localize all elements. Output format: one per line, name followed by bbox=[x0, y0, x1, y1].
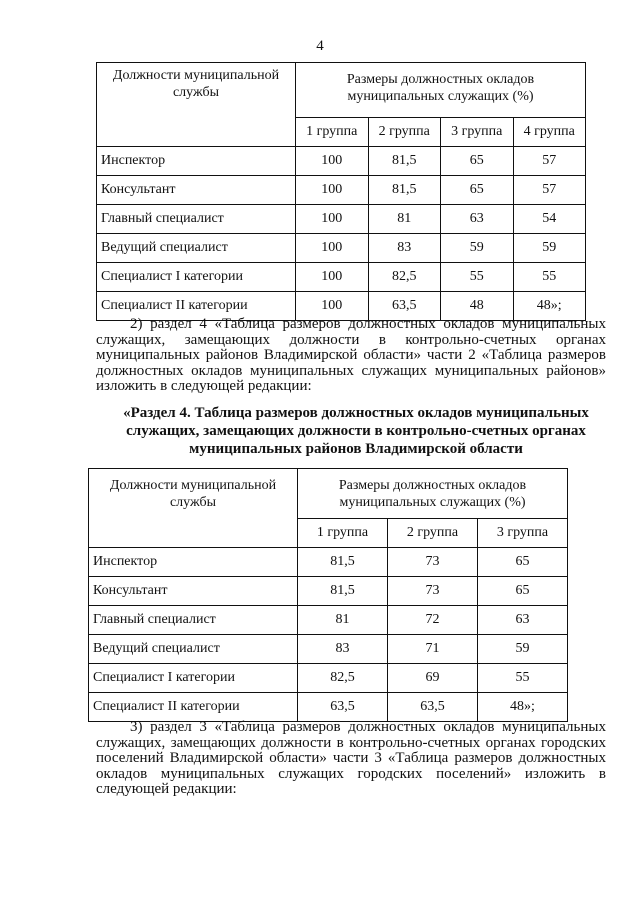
salary-value: 100 bbox=[296, 147, 369, 176]
position-name: Специалист II категории bbox=[89, 693, 298, 722]
salary-value: 73 bbox=[387, 548, 477, 577]
table-row bbox=[89, 664, 568, 693]
salary-value: 63 bbox=[477, 606, 567, 635]
salary-table-districts-existing bbox=[96, 62, 586, 321]
salary-value: 48 bbox=[441, 292, 514, 321]
table-row bbox=[97, 205, 586, 234]
table-row bbox=[89, 693, 568, 722]
position-name: Инспектор bbox=[89, 548, 298, 577]
position-column-header: Должности муниципальной службы bbox=[97, 63, 296, 147]
page-number: 4 bbox=[316, 38, 324, 54]
salary-value: 81 bbox=[298, 606, 388, 635]
salary-value: 57 bbox=[513, 147, 586, 176]
table-row bbox=[89, 548, 568, 577]
salary-value: 57 bbox=[513, 176, 586, 205]
table-row bbox=[89, 606, 568, 635]
salary-group-header: Размеры должностных окладов муниципальных служащих (%) bbox=[296, 63, 586, 118]
amendment-paragraph-2: 2) раздел 4 «Таблица размеров должностных окладов муниципальных служащих, замещающих должности в контрольно-счетных органах муниципальных районов Владимирской области» части 2 «Таблица размеров должностных окладов муниципальных служащих муниципальных районов» изложить в следующей редакции: bbox=[96, 316, 606, 394]
group-header: 4 группа bbox=[513, 118, 586, 147]
salary-value: 63,5 bbox=[368, 292, 441, 321]
salary-value: 100 bbox=[296, 263, 369, 292]
table-row bbox=[97, 176, 586, 205]
salary-value: 65 bbox=[477, 577, 567, 606]
position-name: Инспектор bbox=[97, 147, 296, 176]
salary-value: 83 bbox=[298, 635, 388, 664]
salary-value: 82,5 bbox=[298, 664, 388, 693]
salary-value: 59 bbox=[513, 234, 586, 263]
position-name: Главный специалист bbox=[89, 606, 298, 635]
salary-value: 100 bbox=[296, 205, 369, 234]
position-name: Специалист I категории bbox=[97, 263, 296, 292]
salary-value: 63,5 bbox=[298, 693, 388, 722]
table-row bbox=[89, 577, 568, 606]
salary-value: 81,5 bbox=[368, 176, 441, 205]
position-name: Консультант bbox=[97, 176, 296, 205]
group-header: 1 группа bbox=[296, 118, 369, 147]
salary-value: 65 bbox=[441, 147, 514, 176]
position-name: Специалист I категории bbox=[89, 664, 298, 693]
salary-value: 83 bbox=[368, 234, 441, 263]
salary-value: 55 bbox=[477, 664, 567, 693]
salary-value: 59 bbox=[441, 234, 514, 263]
salary-value: 63,5 bbox=[387, 693, 477, 722]
position-name: Ведущий специалист bbox=[89, 635, 298, 664]
salary-value: 81 bbox=[368, 205, 441, 234]
section-4-title: «Раздел 4. Таблица размеров должностных окладов муниципальных служащих, замещающих должности в контрольно-счетных органах муниципальных районов Владимирской области bbox=[123, 405, 589, 457]
salary-value: 59 bbox=[477, 635, 567, 664]
group-header: 2 группа bbox=[368, 118, 441, 147]
salary-value: 48»; bbox=[513, 292, 586, 321]
table-row bbox=[97, 147, 586, 176]
salary-value: 72 bbox=[387, 606, 477, 635]
salary-value: 100 bbox=[296, 292, 369, 321]
amendment-paragraph-3: 3) раздел 3 «Таблица размеров должностных окладов муниципальных служащих, замещающих должности в контрольно-счетных органах городских поселений Владимирской области» части 3 «Таблица размеров должностных окладов муниципальных служащих городских поселений» изложить в следующей редакции: bbox=[96, 719, 606, 797]
salary-value: 81,5 bbox=[298, 577, 388, 606]
position-name: Консультант bbox=[89, 577, 298, 606]
salary-table-districts-new bbox=[88, 468, 568, 722]
salary-value: 65 bbox=[477, 548, 567, 577]
salary-value: 71 bbox=[387, 635, 477, 664]
salary-value: 69 bbox=[387, 664, 477, 693]
group-header: 3 группа bbox=[477, 519, 567, 548]
salary-value: 55 bbox=[441, 263, 514, 292]
position-column-header: Должности муниципальной службы bbox=[89, 469, 298, 548]
salary-value: 65 bbox=[441, 176, 514, 205]
position-name: Главный специалист bbox=[97, 205, 296, 234]
salary-value: 100 bbox=[296, 234, 369, 263]
salary-value: 82,5 bbox=[368, 263, 441, 292]
salary-group-header: Размеры должностных окладов муниципальных служащих (%) bbox=[298, 469, 568, 519]
table-row bbox=[89, 635, 568, 664]
salary-value: 73 bbox=[387, 577, 477, 606]
group-header: 1 группа bbox=[298, 519, 388, 548]
group-header: 3 группа bbox=[441, 118, 514, 147]
position-name: Специалист II категории bbox=[97, 292, 296, 321]
salary-value: 54 bbox=[513, 205, 586, 234]
salary-value: 63 bbox=[441, 205, 514, 234]
table-row bbox=[97, 234, 586, 263]
salary-value: 55 bbox=[513, 263, 586, 292]
salary-value: 100 bbox=[296, 176, 369, 205]
group-header: 2 группа bbox=[387, 519, 477, 548]
position-name: Ведущий специалист bbox=[97, 234, 296, 263]
salary-value: 81,5 bbox=[368, 147, 441, 176]
salary-value: 48»; bbox=[477, 693, 567, 722]
table-row bbox=[97, 263, 586, 292]
salary-value: 81,5 bbox=[298, 548, 388, 577]
